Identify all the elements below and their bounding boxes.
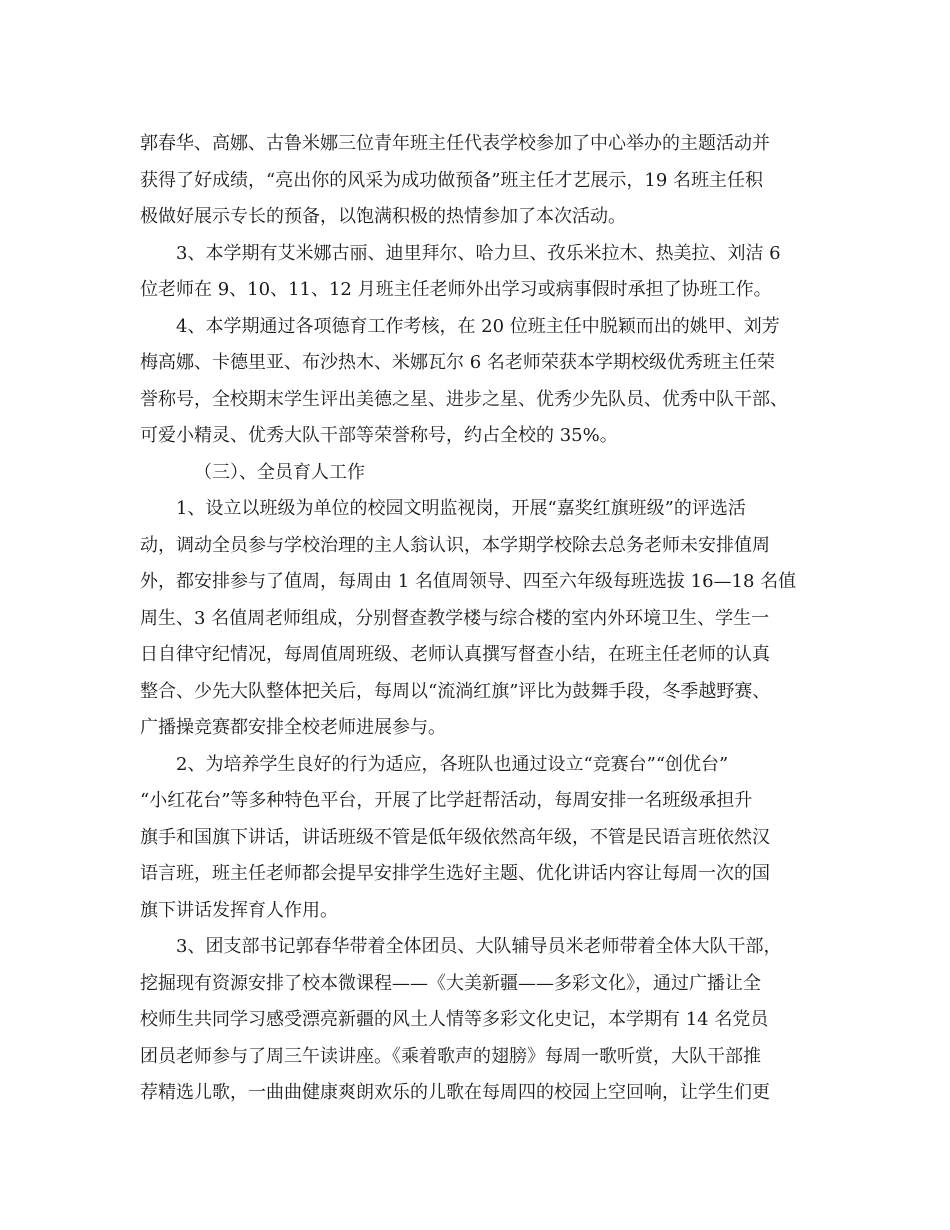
text-line: 4、本学期通过各项德育工作考核，在 20 位班主任中脱颖而出的姚甲、刘芳 (176, 315, 780, 337)
text-line: 梅高娜、卡德里亚、布沙热木、米娜瓦尔 6 名老师荣获本学期校级优秀班主任荣 (140, 352, 775, 373)
text-line: 旗下讲话发挥育人作用。 (140, 899, 338, 921)
text-line: 团员老师参与了周三午读讲座。《乘着歌声的翅膀》每周一歌听赏，大队干部推 (140, 1045, 761, 1067)
text-line: 郭春华、高娜、古鲁米娜三位青年班主任代表学校参加了中心举办的主题活动并 (140, 133, 770, 154)
text-line: 挖掘现有资源安排了校本微课程——《大美新疆——多彩文化》，通过广播让全 (140, 972, 761, 994)
text-line: “小红花台”等多种特色平台，开展了比学赶帮活动，每周安排一名班级承担升 (140, 790, 753, 811)
body-text (140, 126, 820, 1112)
text-line: 1、设立以班级为单位的校园文明监视岗，开展“嘉奖红旗班级”的评选活 (176, 498, 746, 519)
text-line: 校师生共同学习感受漂亮新疆的风土人情等多彩文化史记，本学期有 14 名党员 (140, 1009, 769, 1030)
text-line: 外，都安排参与了值周，每周由 1 名值周领导、四至六年级每班选拔 16—18 名值 (140, 571, 797, 592)
text-line: 誉称号，全校期末学生评出美德之星、进步之星、优秀少先队员、优秀中队干部、 (140, 388, 788, 410)
text-line: 位老师在 9、10、11、12 月班主任老师外出学习或病事假时承担了协班工作。 (140, 279, 772, 300)
text-line: 周生、3 名值周老师组成，分别督查教学楼与综合楼的室内外环境卫生、学生一 (140, 607, 770, 629)
text-line: 2、为培养学生良好的行为适应，各班队也通过设立“竞赛台”“创优台” (176, 753, 729, 775)
text-line: 日自律守纪情况，每周值周班级、老师认真撰写督查小结，在班主任老师的认真 (140, 644, 770, 665)
text-line: 动，调动全员参与学校治理的主人翁认识，本学期学校除去总务老师未安排值周 (140, 534, 770, 556)
text-line: 可爱小精灵、优秀大队干部等荣誉称号，约占全校的 35%。 (140, 425, 618, 446)
text-line: 荐精选儿歌，一曲曲健康爽朗欢乐的儿歌在每周四的校园上空回响，让学生们更 (140, 1082, 770, 1103)
text-line: 旗手和国旗下讲话，讲话班级不管是低年级依然高年级，不管是民语言班依然汉 (140, 826, 770, 848)
section-heading: （三）、全员育人工作 (194, 461, 365, 483)
text-line: 广播操竞赛都安排全校老师进展参与。 (140, 717, 446, 738)
text-line: 极做好展示专长的预备，以饱满积极的热情参加了本次活动。 (140, 206, 626, 227)
text-line: 整合、少先大队整体把关后，每周以“流淌红旗”评比为鼓舞手段，冬季越野赛、 (140, 680, 771, 702)
text-line: 语言班，班主任老师都会提早安排学生选好主题、优化讲话内容让每周一次的国 (140, 863, 770, 884)
text-line: 3、本学期有艾米娜古丽、迪里拜尔、哈力旦、孜乐米拉木、热美拉、刘洁 6 (176, 242, 781, 264)
text-line: 获得了好成绩，“亮出你的风采为成功做预备”班主任才艺展示，19 名班主任积 (140, 169, 764, 191)
text-line: 3、团支部书记郭春华带着全体团员、大队辅导员米老师带着全体大队干部， (176, 936, 782, 957)
